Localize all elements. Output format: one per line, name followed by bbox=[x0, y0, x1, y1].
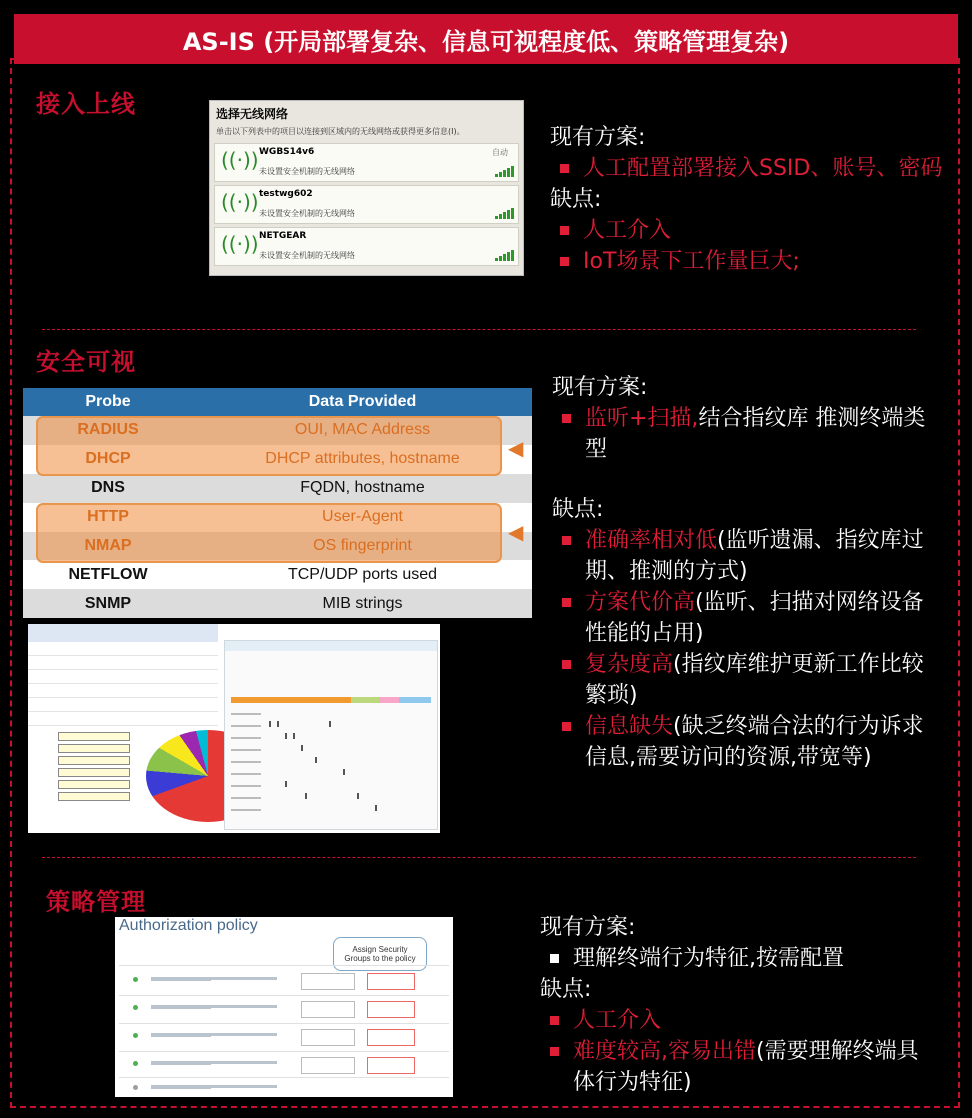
wifi-network-item[interactable] bbox=[214, 143, 519, 182]
bullet-icon bbox=[550, 1016, 559, 1025]
endpoint-table-graphic bbox=[28, 624, 218, 724]
arrow-left-icon: ◀ bbox=[508, 520, 524, 544]
table-row: DNS FQDN, hostname bbox=[23, 474, 532, 503]
wifi-panel-title: 选择无线网络 bbox=[216, 107, 289, 121]
arrow-left-icon: ◀ bbox=[508, 436, 524, 460]
table-row: SNMP MIB strings bbox=[23, 589, 532, 618]
wifi-antenna-icon: ((·)) bbox=[221, 232, 259, 256]
bullet-icon bbox=[550, 954, 559, 963]
section-title-visibility: 安全可视 bbox=[36, 348, 136, 376]
auth-policy-title: Authorization policy bbox=[119, 917, 258, 934]
wifi-network-item[interactable] bbox=[214, 227, 519, 266]
profiler-activity-panel bbox=[224, 640, 438, 830]
highlight-box bbox=[36, 416, 502, 476]
current-label: 现有方案: bbox=[552, 375, 648, 400]
pie-legend-graphic bbox=[44, 732, 130, 804]
bullet-icon bbox=[550, 1047, 559, 1056]
wifi-network-panel bbox=[209, 100, 524, 276]
bullet-item: IoT场景下工作量巨大; bbox=[550, 246, 950, 277]
bullet-item: 难度较高,容易出错(需要理解终端具体行为特征) bbox=[540, 1036, 940, 1098]
wifi-network-security: 未设置安全机制的无线网络 bbox=[259, 209, 355, 218]
wifi-network-security: 未设置安全机制的无线网络 bbox=[259, 251, 355, 260]
cons-label: 缺点: bbox=[552, 497, 604, 522]
current-label: 现有方案: bbox=[550, 125, 646, 150]
signal-strength-icon bbox=[495, 166, 514, 177]
wifi-antenna-icon: ((·)) bbox=[221, 190, 259, 214]
highlight-box bbox=[36, 503, 502, 563]
access-text bbox=[550, 122, 950, 277]
wifi-antenna-icon: ((·)) bbox=[221, 148, 259, 172]
wifi-auto-label: 自动 bbox=[492, 148, 508, 157]
wifi-network-security: 未设置安全机制的无线网络 bbox=[259, 167, 355, 176]
bullet-icon bbox=[560, 164, 569, 173]
bullet-icon bbox=[562, 414, 571, 423]
cons-label: 缺点: bbox=[540, 977, 592, 1002]
cons-label: 缺点: bbox=[550, 187, 602, 212]
wifi-network-item[interactable] bbox=[214, 185, 519, 224]
visibility-text bbox=[552, 372, 942, 773]
bullet-item: 监听+扫描,结合指纹库 推测终端类型 bbox=[552, 403, 942, 465]
policy-text bbox=[540, 912, 940, 1098]
auth-policy-callout: Assign Security Groups to the policy bbox=[333, 937, 427, 971]
wifi-network-name: WGBS14v6 bbox=[259, 147, 315, 157]
bullet-item: 复杂度高(指纹库维护更新工作比较繁琐) bbox=[552, 649, 942, 711]
section-divider bbox=[42, 329, 916, 330]
bullet-item: 人工介入 bbox=[540, 1005, 940, 1036]
table-row: NETFLOW TCP/UDP ports used bbox=[68, 565, 438, 583]
section-divider bbox=[42, 857, 916, 858]
bullet-icon bbox=[560, 226, 569, 235]
wifi-network-name: NETGEAR bbox=[259, 231, 307, 241]
bullet-icon bbox=[562, 722, 571, 731]
bullet-item: 人工介入 bbox=[550, 215, 950, 246]
page-title: AS-IS (开局部署复杂、信息可视程度低、策略管理复杂) bbox=[182, 27, 790, 56]
bullet-item: 准确率相对低(监听遗漏、指纹库过期、推测的方式) bbox=[552, 525, 942, 587]
bullet-icon bbox=[560, 257, 569, 266]
wifi-panel-desc: 单击以下列表中的项目以连接到区域内的无线网络或获得更多信息(I)。 bbox=[216, 127, 465, 136]
profiler-analytics-image bbox=[28, 624, 440, 833]
bullet-item: 理解终端行为特征,按需配置 bbox=[540, 943, 940, 974]
bullet-item: 方案代价高(监听、扫描对网络设备性能的占用) bbox=[552, 587, 942, 649]
current-label: 现有方案: bbox=[540, 915, 636, 940]
bullet-icon bbox=[562, 598, 571, 607]
signal-strength-icon bbox=[495, 208, 514, 219]
bullet-icon bbox=[562, 660, 571, 669]
page-header bbox=[14, 14, 958, 64]
signal-strength-icon bbox=[495, 250, 514, 261]
authorization-policy-image bbox=[115, 917, 453, 1097]
bullet-item: 人工配置部署接入SSID、账号、密码 bbox=[550, 153, 950, 184]
section-title-access: 接入上线 bbox=[36, 90, 136, 118]
probe-table-header: Probe Data Provided bbox=[23, 388, 532, 416]
section-title-policy: 策略管理 bbox=[46, 888, 146, 916]
bullet-item: 信息缺失(缺乏终端合法的行为诉求信息,需要访问的资源,带宽等) bbox=[552, 711, 942, 773]
bullet-icon bbox=[562, 536, 571, 545]
wifi-network-name: testwg602 bbox=[259, 189, 313, 199]
